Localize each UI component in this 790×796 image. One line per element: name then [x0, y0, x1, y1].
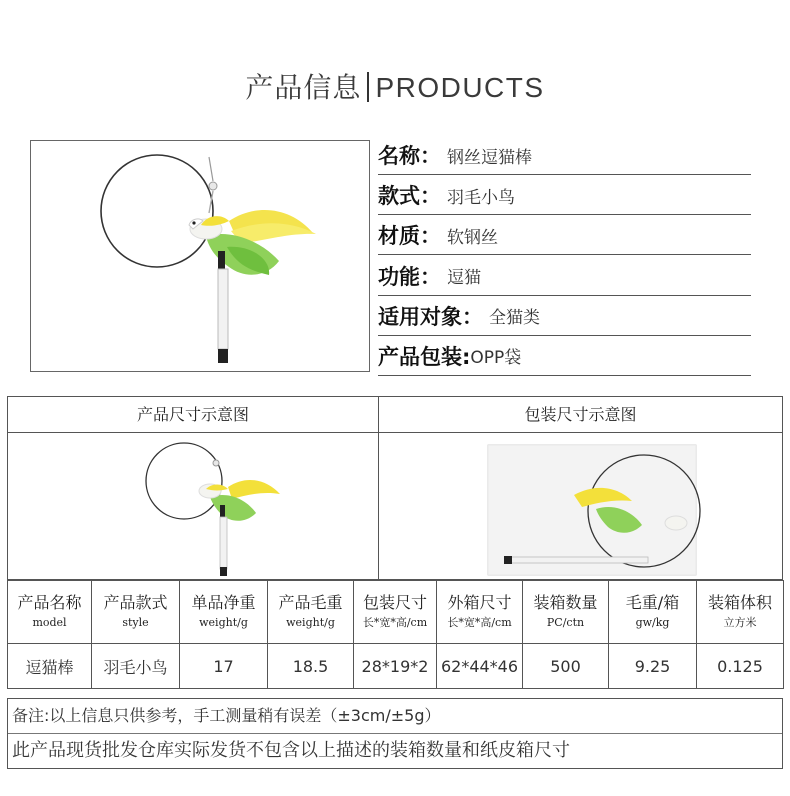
info-value: 全猫类	[489, 308, 540, 329]
spec-data-row	[8, 644, 784, 689]
info-key: 功能：	[378, 264, 441, 289]
header-en: PC/ctn	[546, 616, 585, 629]
info-key: 款式：	[378, 184, 441, 209]
info-row-target	[378, 297, 751, 336]
header-en: 长*宽*高/cm	[447, 616, 512, 629]
size-diagram-grid	[7, 396, 783, 580]
data-cell: 逗猫棒	[8, 644, 92, 689]
note-measurement: 备注:以上信息只供参考，手工测量稍有误差（±3cm/±5g）	[8, 698, 782, 733]
info-key: 适用对象：	[378, 304, 483, 329]
data-cell: 28*19*2	[354, 644, 437, 689]
package-size-illustration	[486, 439, 701, 579]
product-size-illustration	[128, 439, 298, 579]
data-cell: 62*44*46	[437, 644, 523, 689]
title-en: PRODUCTS	[375, 72, 545, 103]
title-cn: 产品信息	[245, 71, 362, 104]
header-en: weight/g	[199, 616, 248, 629]
header-cell	[609, 581, 697, 644]
header-cn: 毛重/箱	[625, 593, 680, 612]
header-en: 立方米	[723, 616, 757, 629]
package-size-diagram-label: 包装尺寸示意图	[524, 405, 637, 424]
header-cell	[92, 581, 180, 644]
product-photo	[30, 140, 370, 372]
data-cell: 羽毛小鸟	[92, 644, 180, 689]
data-cell: 18.5	[268, 644, 354, 689]
title-divider	[367, 72, 369, 102]
grid-divider	[8, 432, 782, 433]
header-cn: 单品净重	[191, 593, 256, 612]
info-row-packaging	[378, 337, 751, 376]
product-size-diagram-label: 产品尺寸示意图	[136, 405, 249, 424]
header-cn: 装箱数量	[533, 593, 598, 612]
spec-table	[7, 580, 784, 689]
header-en: weight/g	[286, 616, 335, 629]
header-cell	[180, 581, 268, 644]
header-cell	[437, 581, 523, 644]
header-en: gw/kg	[635, 616, 670, 629]
product-info-list	[378, 136, 751, 377]
info-value: OPP袋	[470, 348, 522, 369]
header-cell	[697, 581, 784, 644]
note-shipping: 此产品现货批发仓库实际发货不包含以上描述的装箱数量和纸皮箱尺寸	[8, 733, 782, 768]
info-value: 软钢丝	[447, 227, 498, 248]
header-cn: 外箱尺寸	[447, 593, 512, 612]
notes-box	[7, 698, 783, 769]
cat-teaser-illustration	[31, 141, 369, 371]
header-cell	[8, 581, 92, 644]
header-cn: 装箱体积	[707, 593, 772, 612]
info-row-material	[378, 216, 751, 255]
spec-header-row	[8, 581, 784, 644]
header-cn: 产品名称	[17, 593, 82, 612]
header-cn: 产品毛重	[278, 593, 343, 612]
info-key: 名称：	[378, 144, 441, 168]
header-cell	[523, 581, 609, 644]
header-cn: 包装尺寸	[362, 593, 427, 612]
data-cell: 0.125	[697, 644, 784, 689]
info-value: 逗猫	[447, 268, 481, 289]
info-row-name	[378, 136, 751, 175]
header-en: style	[122, 616, 149, 629]
info-value: 钢丝逗猫棒	[447, 147, 532, 168]
info-value: 羽毛小鸟	[447, 187, 515, 208]
info-key: 产品包装:	[378, 344, 471, 369]
info-key: 材质：	[378, 224, 441, 249]
header-cell	[354, 581, 437, 644]
data-cell: 9.25	[609, 644, 697, 689]
header-en: 长*宽*高/cm	[362, 616, 428, 629]
data-cell: 17	[180, 644, 268, 689]
info-row-style	[378, 176, 751, 215]
info-row-function	[378, 257, 751, 296]
data-cell: 500	[523, 644, 609, 689]
header-en: model	[32, 616, 67, 629]
header-cn: 产品款式	[103, 593, 168, 612]
page-title	[0, 66, 790, 106]
header-cell	[268, 581, 354, 644]
